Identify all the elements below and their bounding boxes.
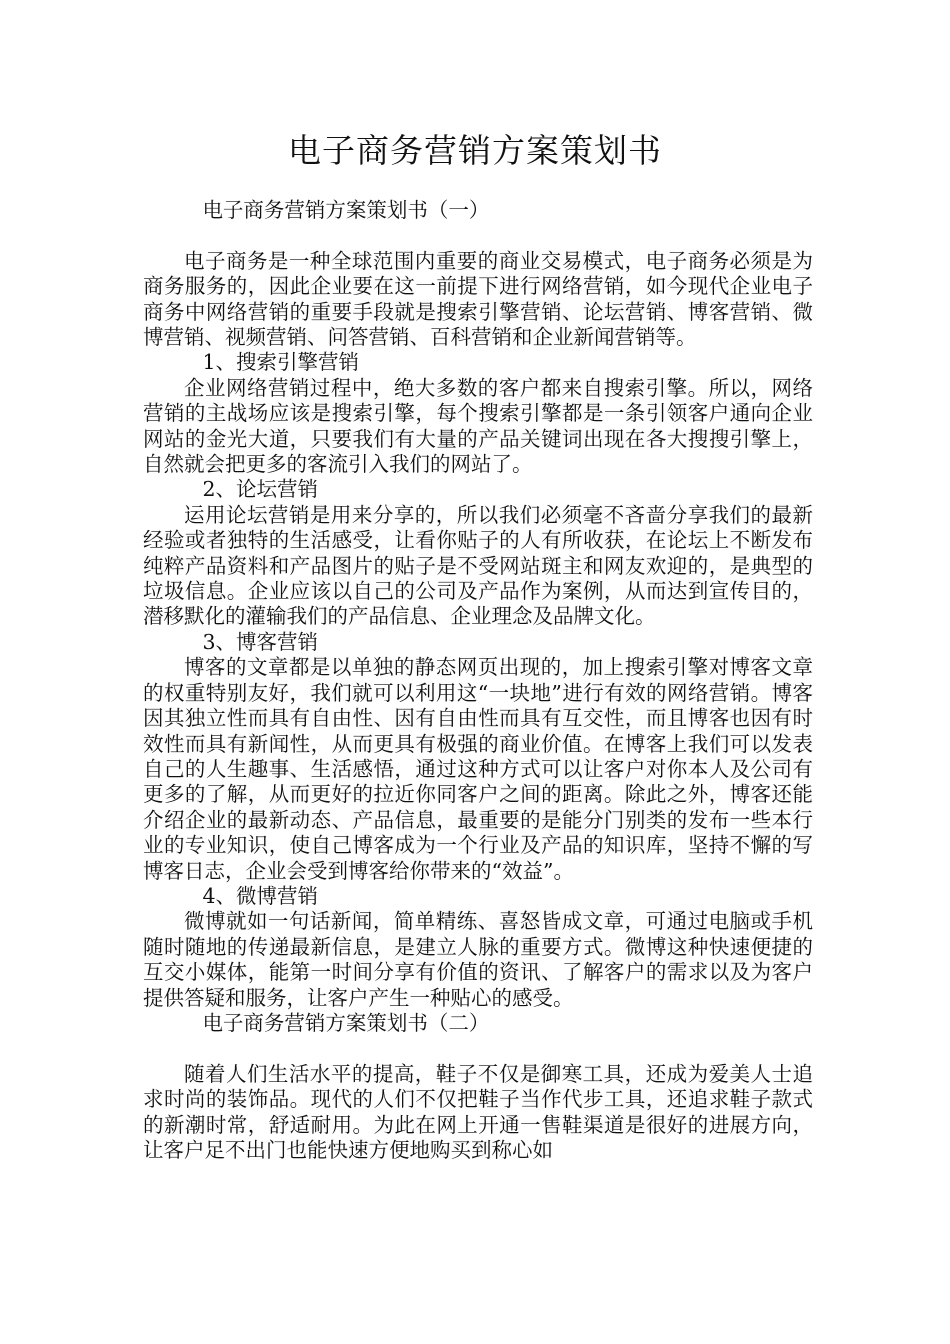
part2-paragraph: 随着人们生活水平的提高，鞋子不仅是御寒工具，还成为爱美人士追求时尚的装饰品。现代的人们不仅把鞋子当作代步工具，还追求鞋子款式的新潮时常，舒适耐用。为此在网上开通一售鞋渠道是很好的进展方向，让客户足不出门也能快速方便地购买到称心如 — [143, 1061, 813, 1162]
item1-paragraph: 企业网络营销过程中，绝大多数的客户都来自搜索引擎。所以，网络营销的主战场应该是搜索引擎，每个搜索引擎都是一条引领客户通向企业网站的金光大道，只要我们有大量的产品关键词出现在各大搜搜引擎上，自然就会把更多的客流引入我们的网站了。 — [143, 375, 813, 477]
item3-paragraph: 博客的文章都是以单独的静态网页出现的，加上搜索引擎对博客文章的权重特别友好，我们就可以利用这“一块地”进行有效的网络营销。博客因其独立性而具有自由性、因有自由性而具有互交性，而且博客也因有时效性而具有新闻性，从而更具有极强的商业价值。在博客上我们可以发表自己的人生趣事、生活感悟，通过这种方式可以让客户对你本人及公司有更多的了解，从而更好的拉近你同客户之间的距离。除此之外，博客还能介绍企业的最新动态、产品信息，最重要的是能分门别类的发布一些本行业的专业知识，使自己博客成为一个行业及产品的知识库，坚持不懈的写博客日志，企业会受到博客给你带来的“效益”。 — [143, 655, 813, 883]
document-body — [143, 198, 813, 1163]
item4-paragraph: 微博就如一句话新闻，简单精练、喜怒皆成文章，可通过电脑或手机随时随地的传递最新信息，是建立人脉的重要方式。微博这种快速便捷的互交小媒体，能第一时间分享有价值的资讯、了解客户的需求以及为客户提供答疑和服务，让客户产生一种贴心的感受。 — [143, 909, 813, 1010]
part2-heading: 电子商务营销方案策划书（二） — [202, 1010, 490, 1035]
item1-heading: 1、搜索引擎营销 — [202, 350, 359, 375]
item2-paragraph: 运用论坛营销是用来分享的，所以我们必须毫不吝啬分享我们的最新经验或者独特的生活感受，让看你贴子的人有所收获，在论坛上不断发布纯粹产品资料和产品图片的贴子是不受网站斑主和网友欢迎的，是典型的垃圾信息。企业应该以自己的公司及产品作为案例，从而达到宣传目的，潜移默化的灌输我们的产品信息、企业理念及品牌文化。 — [143, 502, 813, 629]
intro-paragraph: 电子商务是一种全球范围内重要的商业交易模式，电子商务必须是为商务服务的，因此企业要在这一前提下进行网络营销，如今现代企业电子商务中网络营销的重要手段就是搜索引擎营销、论坛营销、博客营销、微博营销、视频营销、问答营销、百科营销和企业新闻营销等。 — [143, 248, 813, 350]
part1-heading: 电子商务营销方案策划书（一） — [202, 198, 490, 222]
item2-heading: 2、论坛营销 — [202, 477, 318, 502]
item4-heading: 4、微博营销 — [202, 883, 318, 908]
item3-heading: 3、博客营销 — [202, 629, 318, 654]
document-title: 电子商务营销方案策划书 — [288, 131, 662, 170]
